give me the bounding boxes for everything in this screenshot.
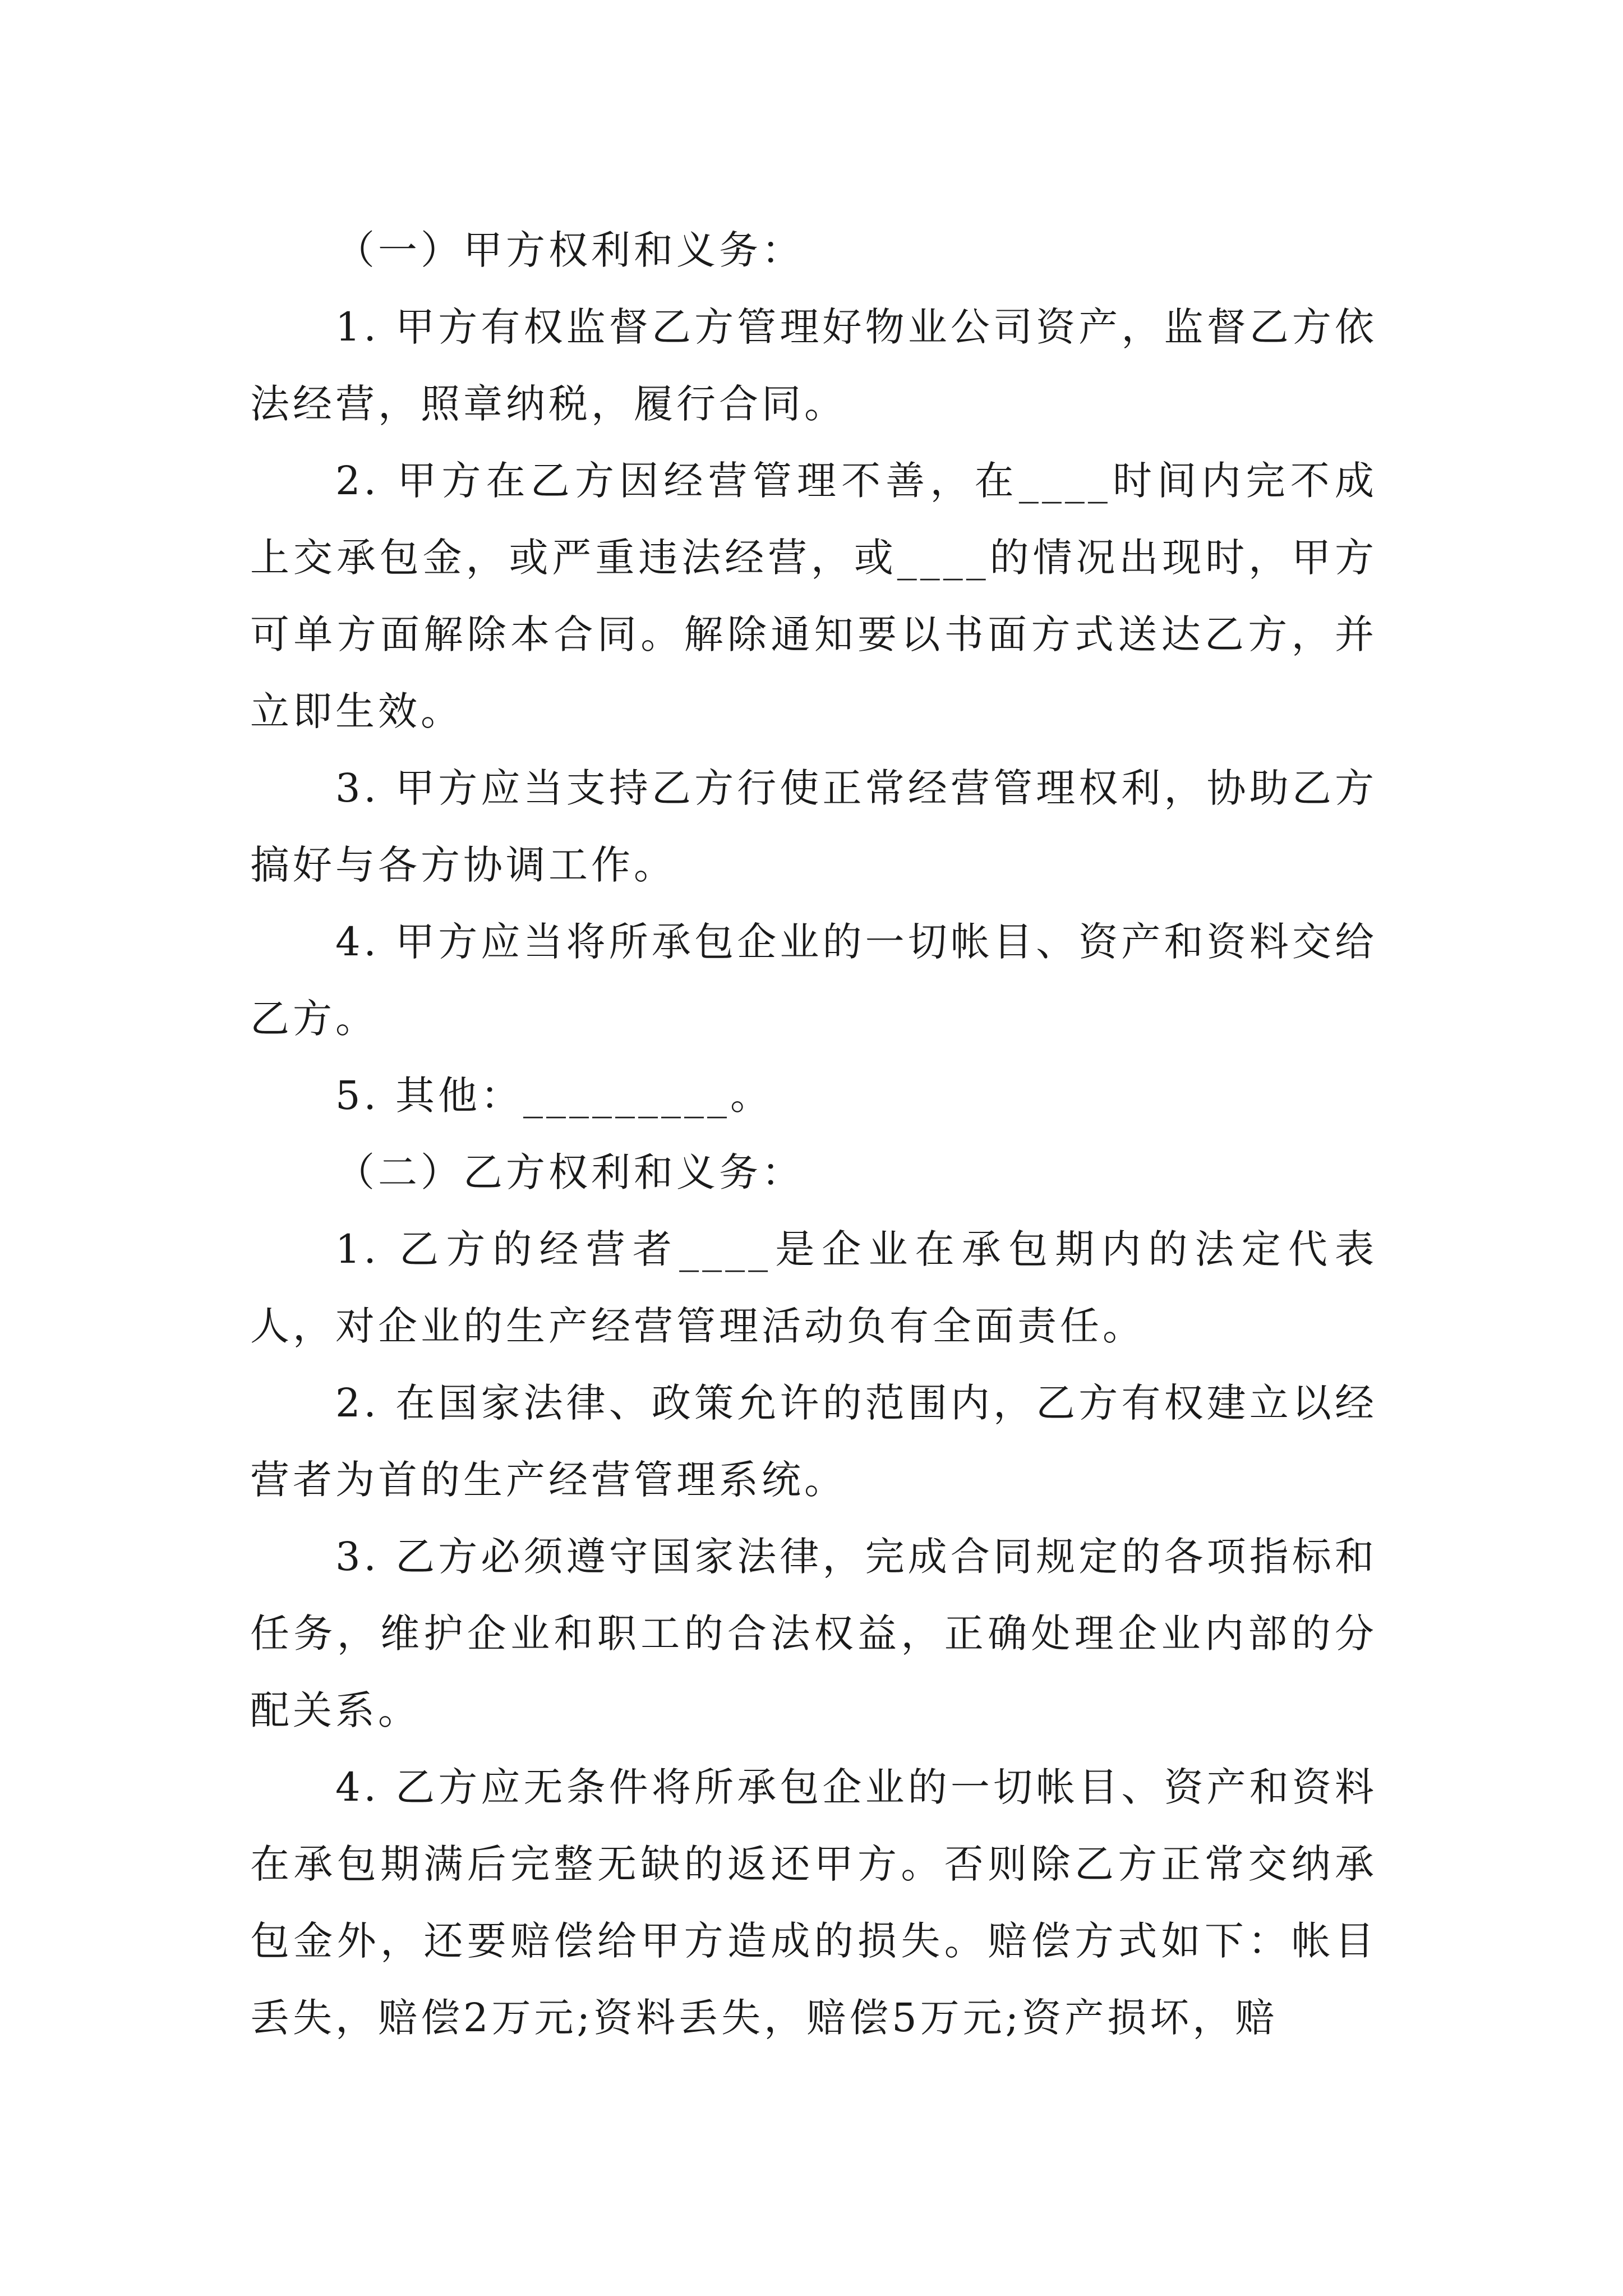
section-heading-party-b: （二）乙方权利和义务： bbox=[335, 1149, 804, 1195]
party-a-clause-3: 3. 甲方应当支持乙方行使正常经营管理权利，协助乙方搞好与各方协调工作。 bbox=[250, 765, 1377, 888]
party-b-clause-2: 2. 在国家法律、政策允许的范围内，乙方有权建立以经营者为首的生产经营管理系统。 bbox=[250, 1380, 1377, 1503]
party-a-clause-1: 1. 甲方有权监督乙方管理好物业公司资产，监督乙方依法经营，照章纳税，履行合同。 bbox=[250, 304, 1377, 427]
party-a-clause-5: 5. 其他：_________。 bbox=[335, 1073, 773, 1119]
party-b-clause-3: 3. 乙方必须遵守国家法律，完成合同规定的各项指标和任务，维护企业和职工的合法权益，正确处理企业内部的分配关系。 bbox=[250, 1534, 1377, 1733]
document-body bbox=[250, 212, 1377, 2056]
party-b-clause-4: 4. 乙方应无条件将所承包企业的一切帐目、资产和资料在承包期满后完整无缺的返还甲方。否则除乙方正常交纳承包金外，还要赔偿给甲方造成的损失。赔偿方式如下：帐目丢失，赔偿2万元;资料丢失，赔偿5万元;资产损坏，赔 bbox=[250, 1764, 1377, 2041]
section-heading-party-a: （一）甲方权利和义务： bbox=[335, 227, 804, 273]
party-a-clause-2: 2. 甲方在乙方因经营管理不善，在____时间内完不成上交承包金，或严重违法经营，或____的情况出现时，甲方可单方面解除本合同。解除通知要以书面方式送达乙方，并立即生效。 bbox=[250, 458, 1377, 734]
party-b-clause-1: 1. 乙方的经营者____是企业在承包期内的法定代表人，对企业的生产经营管理活动负有全面责任。 bbox=[250, 1226, 1377, 1349]
party-a-clause-4: 4. 甲方应当将所承包企业的一切帐目、资产和资料交给乙方。 bbox=[250, 919, 1377, 1042]
